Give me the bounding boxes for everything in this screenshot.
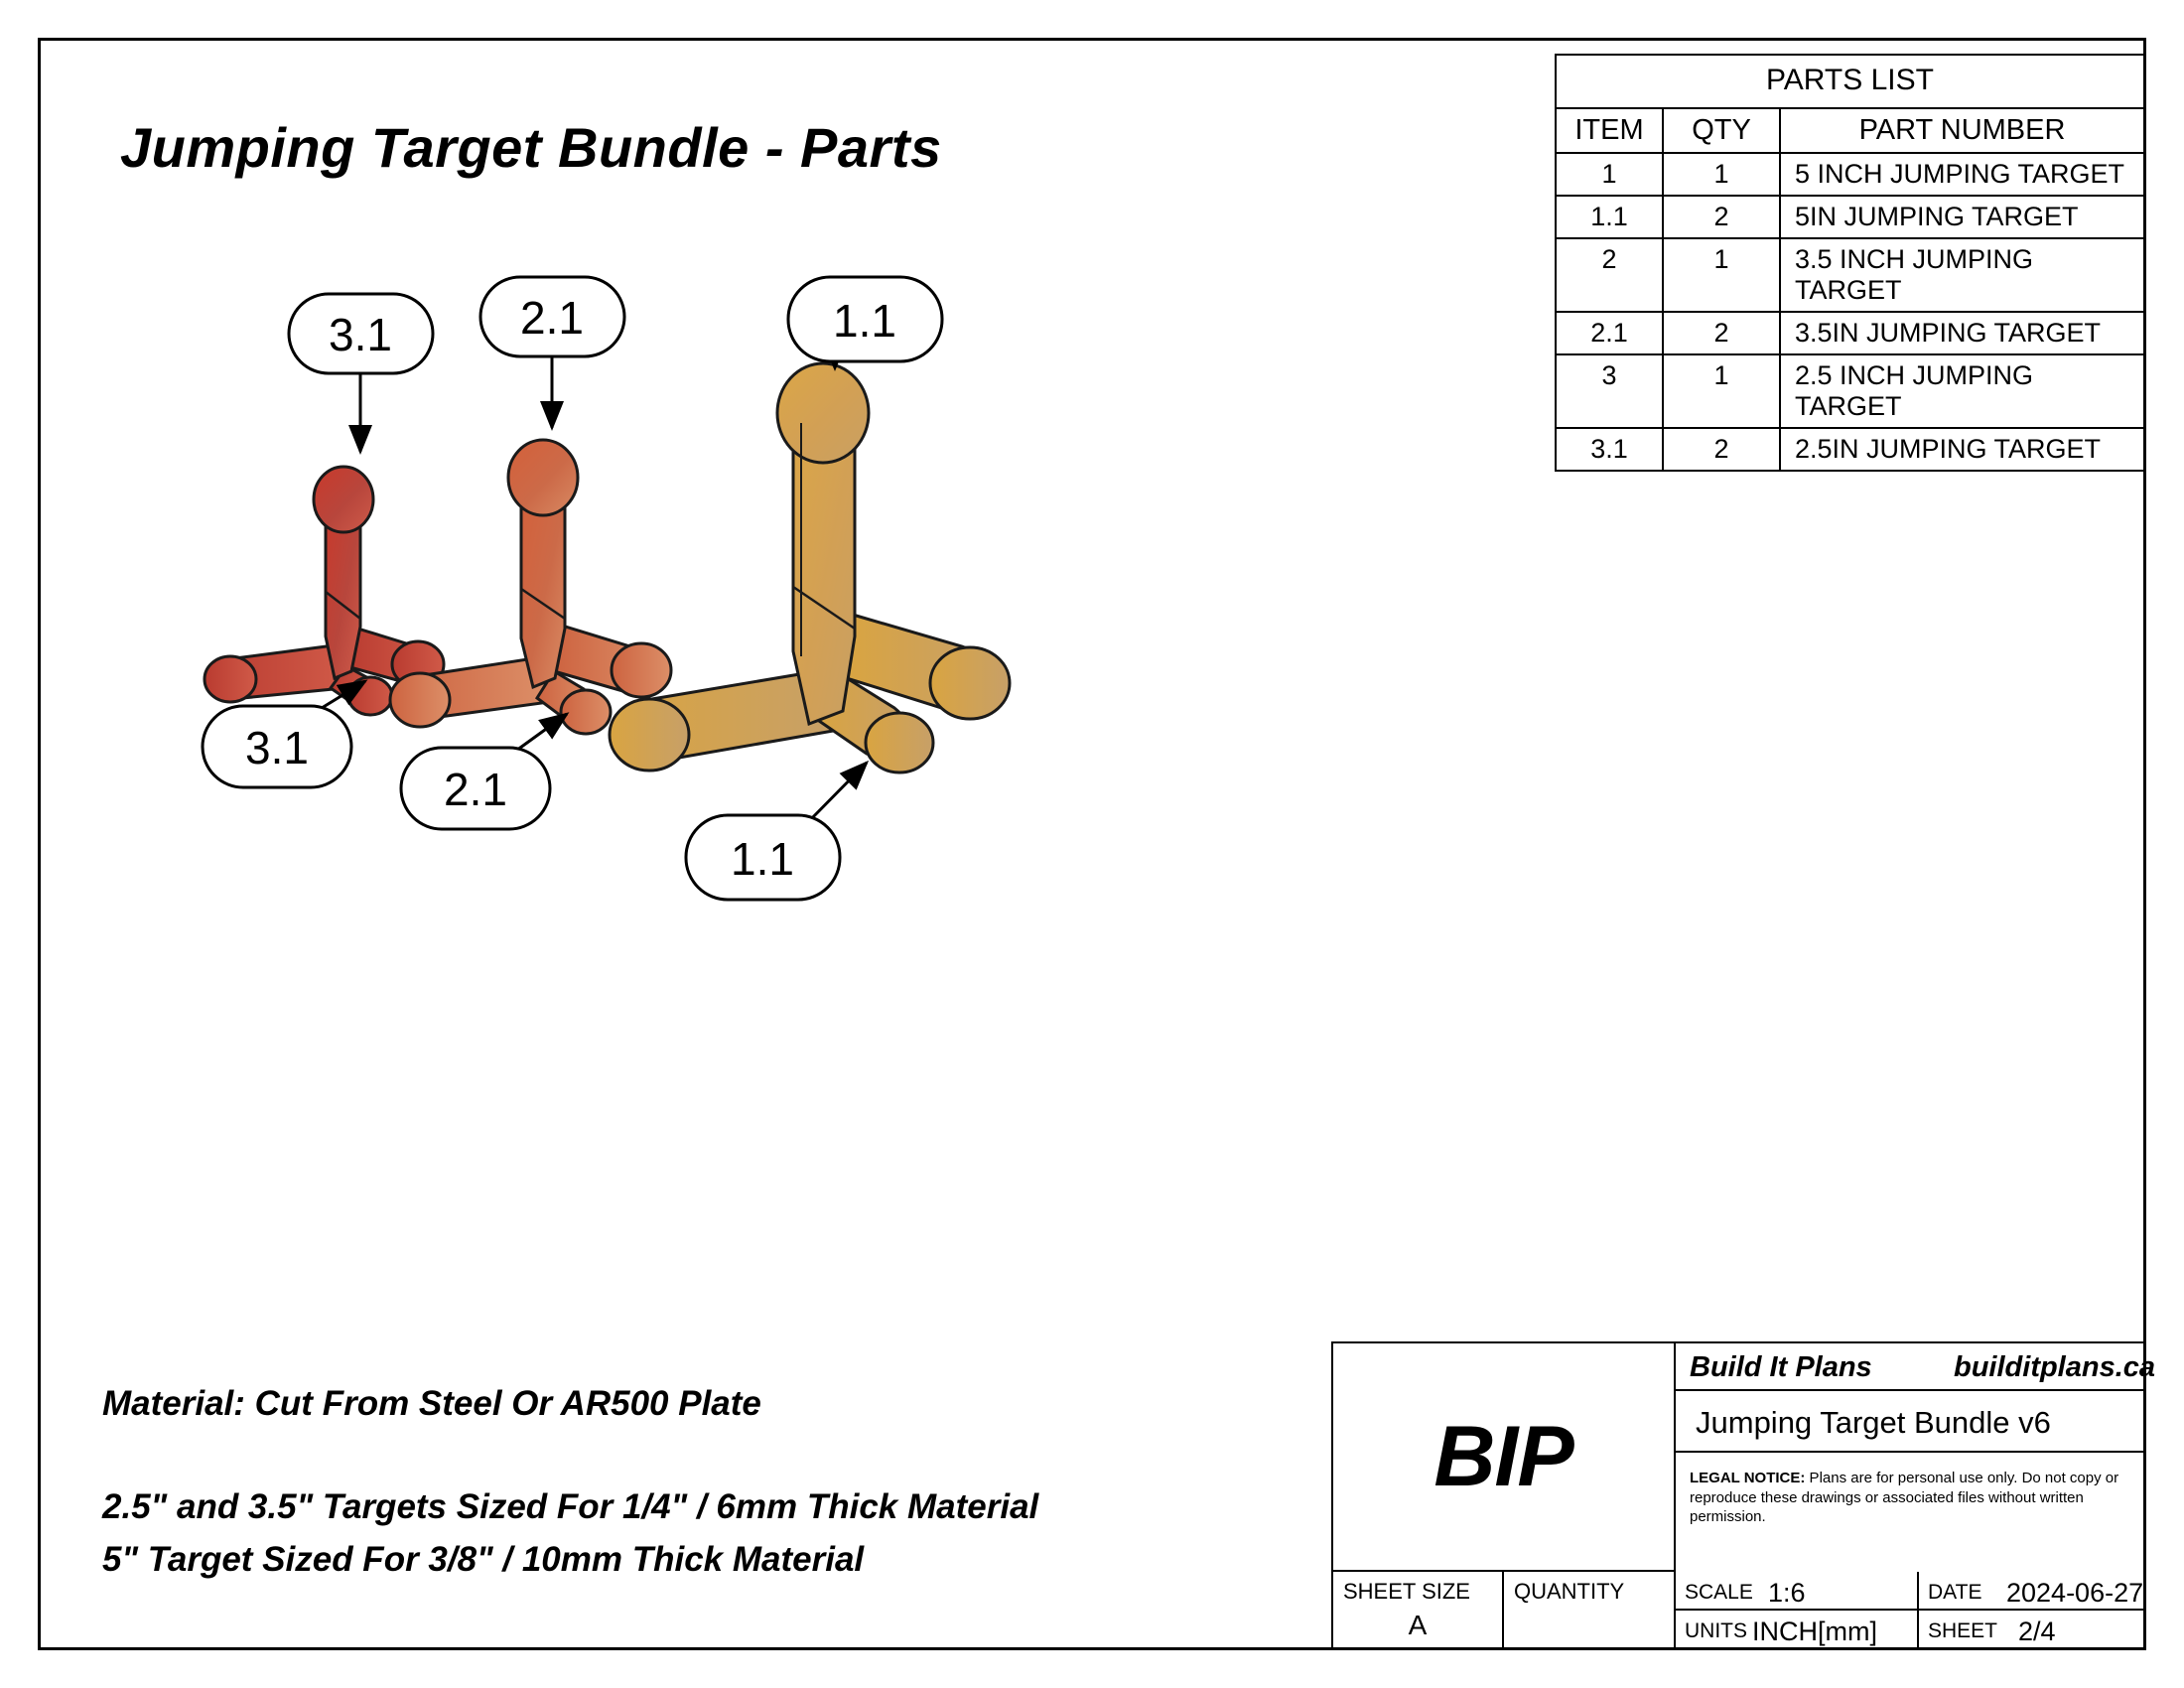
parts-list-title-row [1556, 55, 2144, 108]
balloon-3-1-top [289, 294, 433, 373]
table-row [1556, 196, 2144, 238]
cell-part-number: 2.5 INCH JUMPING TARGET [1780, 354, 2144, 428]
balloon-label: 2.1 [444, 764, 507, 815]
quantity-label: QUANTITY [1514, 1579, 1625, 1604]
balloon-label: 1.1 [731, 833, 794, 885]
project-row [1676, 1391, 2145, 1453]
balloon-2-1-top [480, 277, 624, 356]
cell-item: 2.1 [1556, 312, 1663, 354]
balloon-1-1-top-group [775, 269, 1033, 448]
table-row [1556, 312, 2144, 354]
cell-item: 3 [1556, 354, 1663, 428]
scale-label: SCALE [1685, 1581, 1753, 1604]
title-block [1331, 1341, 2156, 1649]
cell-item: 1.1 [1556, 196, 1663, 238]
sheet-size-box [1333, 1572, 1504, 1649]
cell-part-number: 5IN JUMPING TARGET [1780, 196, 2144, 238]
parts-list-header-row [1556, 108, 2144, 153]
legal-notice-text: Plans are for personal use only. Do not copy or reproduce these drawings or associated files without written permission. [1690, 1470, 2119, 1525]
balloon-1-1-bottom [686, 815, 840, 900]
column-header-part-number: PART NUMBER [1780, 108, 2144, 153]
company-row [1676, 1343, 2156, 1391]
balloon-label: 3.1 [245, 722, 309, 774]
cell-qty: 2 [1663, 196, 1780, 238]
company-website: builditplans.ca [1954, 1351, 2156, 1383]
balloon-label: 2.1 [520, 292, 584, 344]
units-cell [1676, 1611, 1919, 1649]
legal-notice-label: LEGAL NOTICE: [1690, 1470, 1806, 1486]
title-block-grid [1676, 1572, 2145, 1649]
cell-qty: 1 [1663, 153, 1780, 196]
quantity-box [1504, 1572, 1676, 1649]
cell-qty: 1 [1663, 354, 1780, 428]
cell-item: 2 [1556, 238, 1663, 312]
note-material: Material: Cut From Steel Or AR500 Plate [102, 1384, 761, 1423]
sheet-cell [1919, 1611, 2145, 1649]
note-thickness-line2: 5" Target Sized For 3/8" / 10mm Thick Material [102, 1540, 865, 1579]
company-name: Build It Plans [1690, 1351, 1872, 1383]
table-row [1556, 354, 2144, 428]
balloon-3-1-bottom [203, 706, 351, 787]
date-value: 2024-06-27 [2006, 1578, 2144, 1608]
balloon-label: 1.1 [833, 295, 896, 347]
title-block-right [1676, 1343, 2156, 1572]
table-row [1556, 428, 2144, 471]
sheet-value: 2/4 [2018, 1617, 2056, 1646]
cell-part-number: 3.5 INCH JUMPING TARGET [1780, 238, 2144, 312]
units-label: UNITS [1685, 1619, 1747, 1642]
date-label: DATE [1928, 1581, 1982, 1604]
logo-box [1333, 1343, 1676, 1572]
table-row [1556, 153, 2144, 196]
date-cell [1919, 1572, 2145, 1611]
sheet-label: SHEET [1928, 1619, 1998, 1642]
cell-item: 1 [1556, 153, 1663, 196]
cell-part-number: 2.5IN JUMPING TARGET [1780, 428, 2144, 471]
project-name: Jumping Target Bundle v6 [1696, 1405, 2051, 1440]
table-row [1556, 238, 2144, 312]
cell-part-number: 3.5IN JUMPING TARGET [1780, 312, 2144, 354]
column-header-qty: QTY [1663, 108, 1780, 153]
cell-qty: 2 [1663, 312, 1780, 354]
bip-logo: BIP [1433, 1408, 1573, 1504]
scale-cell [1676, 1572, 1919, 1611]
part-assembly-3p5in-orange [390, 440, 671, 734]
isometric-parts-view [100, 292, 1490, 1252]
leader-line-1-1-bottom [805, 763, 867, 825]
parts-list-title: PARTS LIST [1556, 55, 2144, 108]
legal-notice [1676, 1453, 2145, 1572]
column-header-item: ITEM [1556, 108, 1663, 153]
page-title: Jumping Target Bundle - Parts [120, 116, 942, 179]
cell-part-number: 5 INCH JUMPING TARGET [1780, 153, 2144, 196]
balloon-2-1-bottom [401, 748, 550, 829]
cell-item: 3.1 [1556, 428, 1663, 471]
sheet-size-label: SHEET SIZE [1343, 1579, 1470, 1604]
drawing-sheet [38, 38, 2156, 1650]
scale-value: 1:6 [1768, 1578, 1806, 1608]
sheet-size-value: A [1408, 1610, 1428, 1640]
cell-qty: 1 [1663, 238, 1780, 312]
balloon-label: 3.1 [329, 309, 392, 360]
parts-list-table [1555, 54, 2145, 472]
note-thickness-line1: 2.5" and 3.5" Targets Sized For 1/4" / 6mm Thick Material [102, 1487, 1039, 1526]
cell-qty: 2 [1663, 428, 1780, 471]
units-value: INCH[mm] [1752, 1617, 1877, 1646]
